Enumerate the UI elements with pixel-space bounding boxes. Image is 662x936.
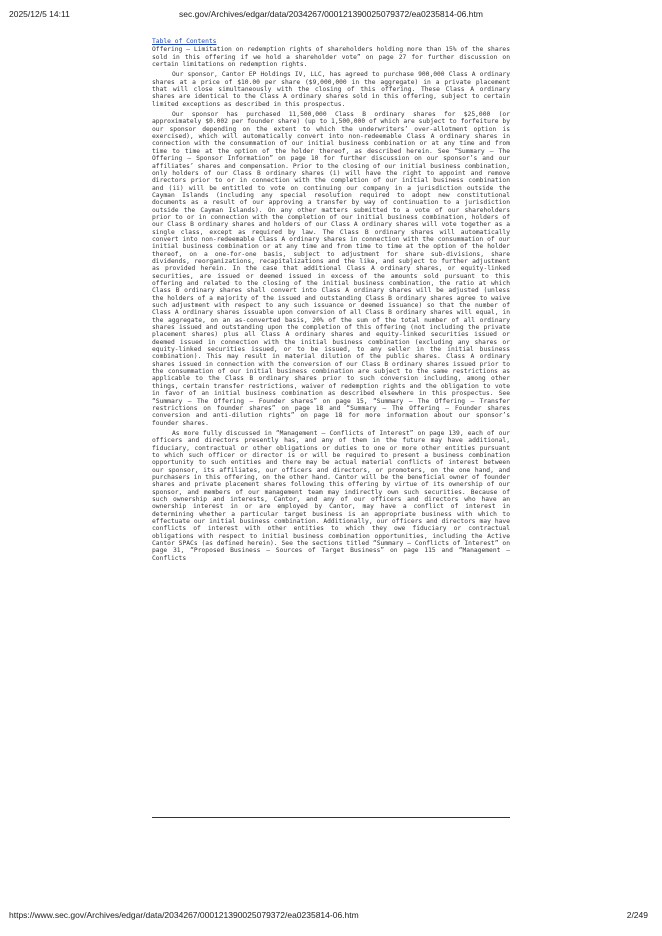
table-of-contents-link[interactable]: Table of Contents xyxy=(152,38,217,45)
browser-print-footer xyxy=(0,910,662,924)
document-body xyxy=(152,38,510,565)
header-datetime: 2025/12/5 14:11 xyxy=(9,9,70,19)
page-number: 2/249 xyxy=(626,910,648,920)
browser-print-header xyxy=(0,9,662,23)
paragraph-redemption-limit: Offering — Limitation on redemption rights of shareholders holding more than 15% of the shares sold in this offering if we hold a shareholder vote” on page 27 for further discussion on certain limitations on redemption rights. xyxy=(152,46,510,69)
footnote-divider xyxy=(152,817,510,818)
header-url: sec.gov/Archives/edgar/data/2034267/000121390025079372/ea0235814-06.htm xyxy=(179,9,483,19)
footer-url: https://www.sec.gov/Archives/edgar/data/2034267/000121390025079372/ea0235814-06.htm xyxy=(9,910,359,920)
paragraph-private-placement: Our sponsor, Cantor EP Holdings IV, LLC, has agreed to purchase 900,000 Class A ordinary shares at a price of $10.00 per share ($9,000,000 in the aggregate) in a private placement that will close simultaneously with the closing of this offering. These Class A ordinary shares are identical to the Class A ordinary shares sold in this offering, subject to certain limited exceptions as described in this prospectus. xyxy=(152,71,510,108)
paragraph-founder-shares: Our sponsor has purchased 11,500,000 Class B ordinary shares for $25,000 (or approximately $0.002 per founder share) (up to 1,500,000 of which are subject to forfeiture by our sponsor depending on the extent to which the underwriters’ over-allotment option is exercised), which will automatically convert into non-redeemable Class A ordinary shares in connection with the consummation of our initial business combination or at any time and from time to time at the option of the holder thereof, as described herein. See “Summary — The Offering — Sponsor Information” on page 10 for further discussion on our sponsor’s and our affiliates’ shares and compensation. Prior to the closing of our initial business combination, only holders of our Class B ordinary shares (i) will have the right to appoint and remove directors prior to or in connection with the completion of our initial business combination and (ii) will be entitled to vote on continuing our company in a jurisdiction outside the Cayman Islands (including any special resolution required to adopt new constitutional documents as a result of our approving a transfer by way of continuation to a jurisdiction outside the Cayman Islands). On any other matters submitted to a vote of our shareholders prior to or in connection with the completion of our initial business combination, holders of our Class B ordinary shares and holders of our Class A ordinary shares will vote together as a single class, except as required by law. The Class B ordinary shares will automatically convert into non-redeemable Class A ordinary shares in connection with the consummation of our initial business combination or at any time and from time to time at the option of the holder thereof, on a one-for-one basis, subject to adjustment for share sub-divisions, share dividends, reorganizations, recapitalizations and the like, and subject to further adjustment as provided herein. In the case that additional Class A ordinary shares, or equity-linked securities, are issued or deemed issued in excess of the amounts sold pursuant to this offering and related to the closing of the initial business combination, the ratio at which Class B ordinary shares shall convert into Class A ordinary shares will be adjusted (unless the holders of a majority of the issued and outstanding Class B ordinary shares agree to waive such adjustment with respect to any such issuance or deemed issuance) so that the number of Class A ordinary shares issuable upon conversion of all Class B ordinary shares will equal, in the aggregate, on an as-converted basis, 20% of the sum of the total number of all ordinary shares issued and outstanding upon the completion of this offering (not including the private placement shares) plus all Class A ordinary shares and equity-linked securities issued or deemed issued in connection with the initial business combination (excluding any shares or equity-linked securities issued, or to be issued, to any seller in the initial business combination). This may result in material dilution of the public shares. Class A ordinary shares issued in connection with the conversion of our Class B ordinary shares issued prior to the consummation of our initial business combination are subject to the same restrictions as applicable to the Class B ordinary shares prior to such conversion including, among other things, certain transfer restrictions, waiver of redemption rights and the obligation to vote in favor of an initial business combination as described elsewhere in this prospectus. See “Summary — The Offering — Founder shares” on page 15, “Summary — The Offering — Transfer restrictions on founder shares” on page 18 and “Summary — The Offering — Founder shares conversion and anti-dilution rights” on page 18 for more information about our sponsor’s founder shares. xyxy=(152,111,510,427)
paragraph-conflicts-of-interest: As more fully discussed in “Management — Conflicts of Interest” on page 139, each of our officers and directors presently has, and any of them in the future may have additional, fiduciary, contractual or other obligations or duties to one or more other entities pursuant to which such officer or director is or will be required to present a business combination opportunity to such entities and there may be actual material conflicts of interest between our sponsor, its affiliates, our officers and directors, or promoters, on the one hand, and purchasers in this offering, on the other hand. Cantor will be the beneficial owner of founder shares and private placement shares following this offering by virtue of its ownership of our sponsor, and members of our management team may indirectly own such securities. Because of such ownership and interests, Cantor, and any of our officers and directors who have an ownership interest in or are employed by Cantor, may have a conflict of interest in determining whether a particular target business is an appropriate business with which to effectuate our initial business combination. Additionally, our officers and directors may have conflicts of interest with other entities to which they owe fiduciary or contractual obligations with respect to initial business combination opportunities, including the Active Cantor SPACs (as defined herein). See the sections titled “Summary — Conflicts of Interest” on page 31, “Proposed Business — Sources of Target Business” on page 115 and “Management — Conflicts xyxy=(152,429,510,562)
